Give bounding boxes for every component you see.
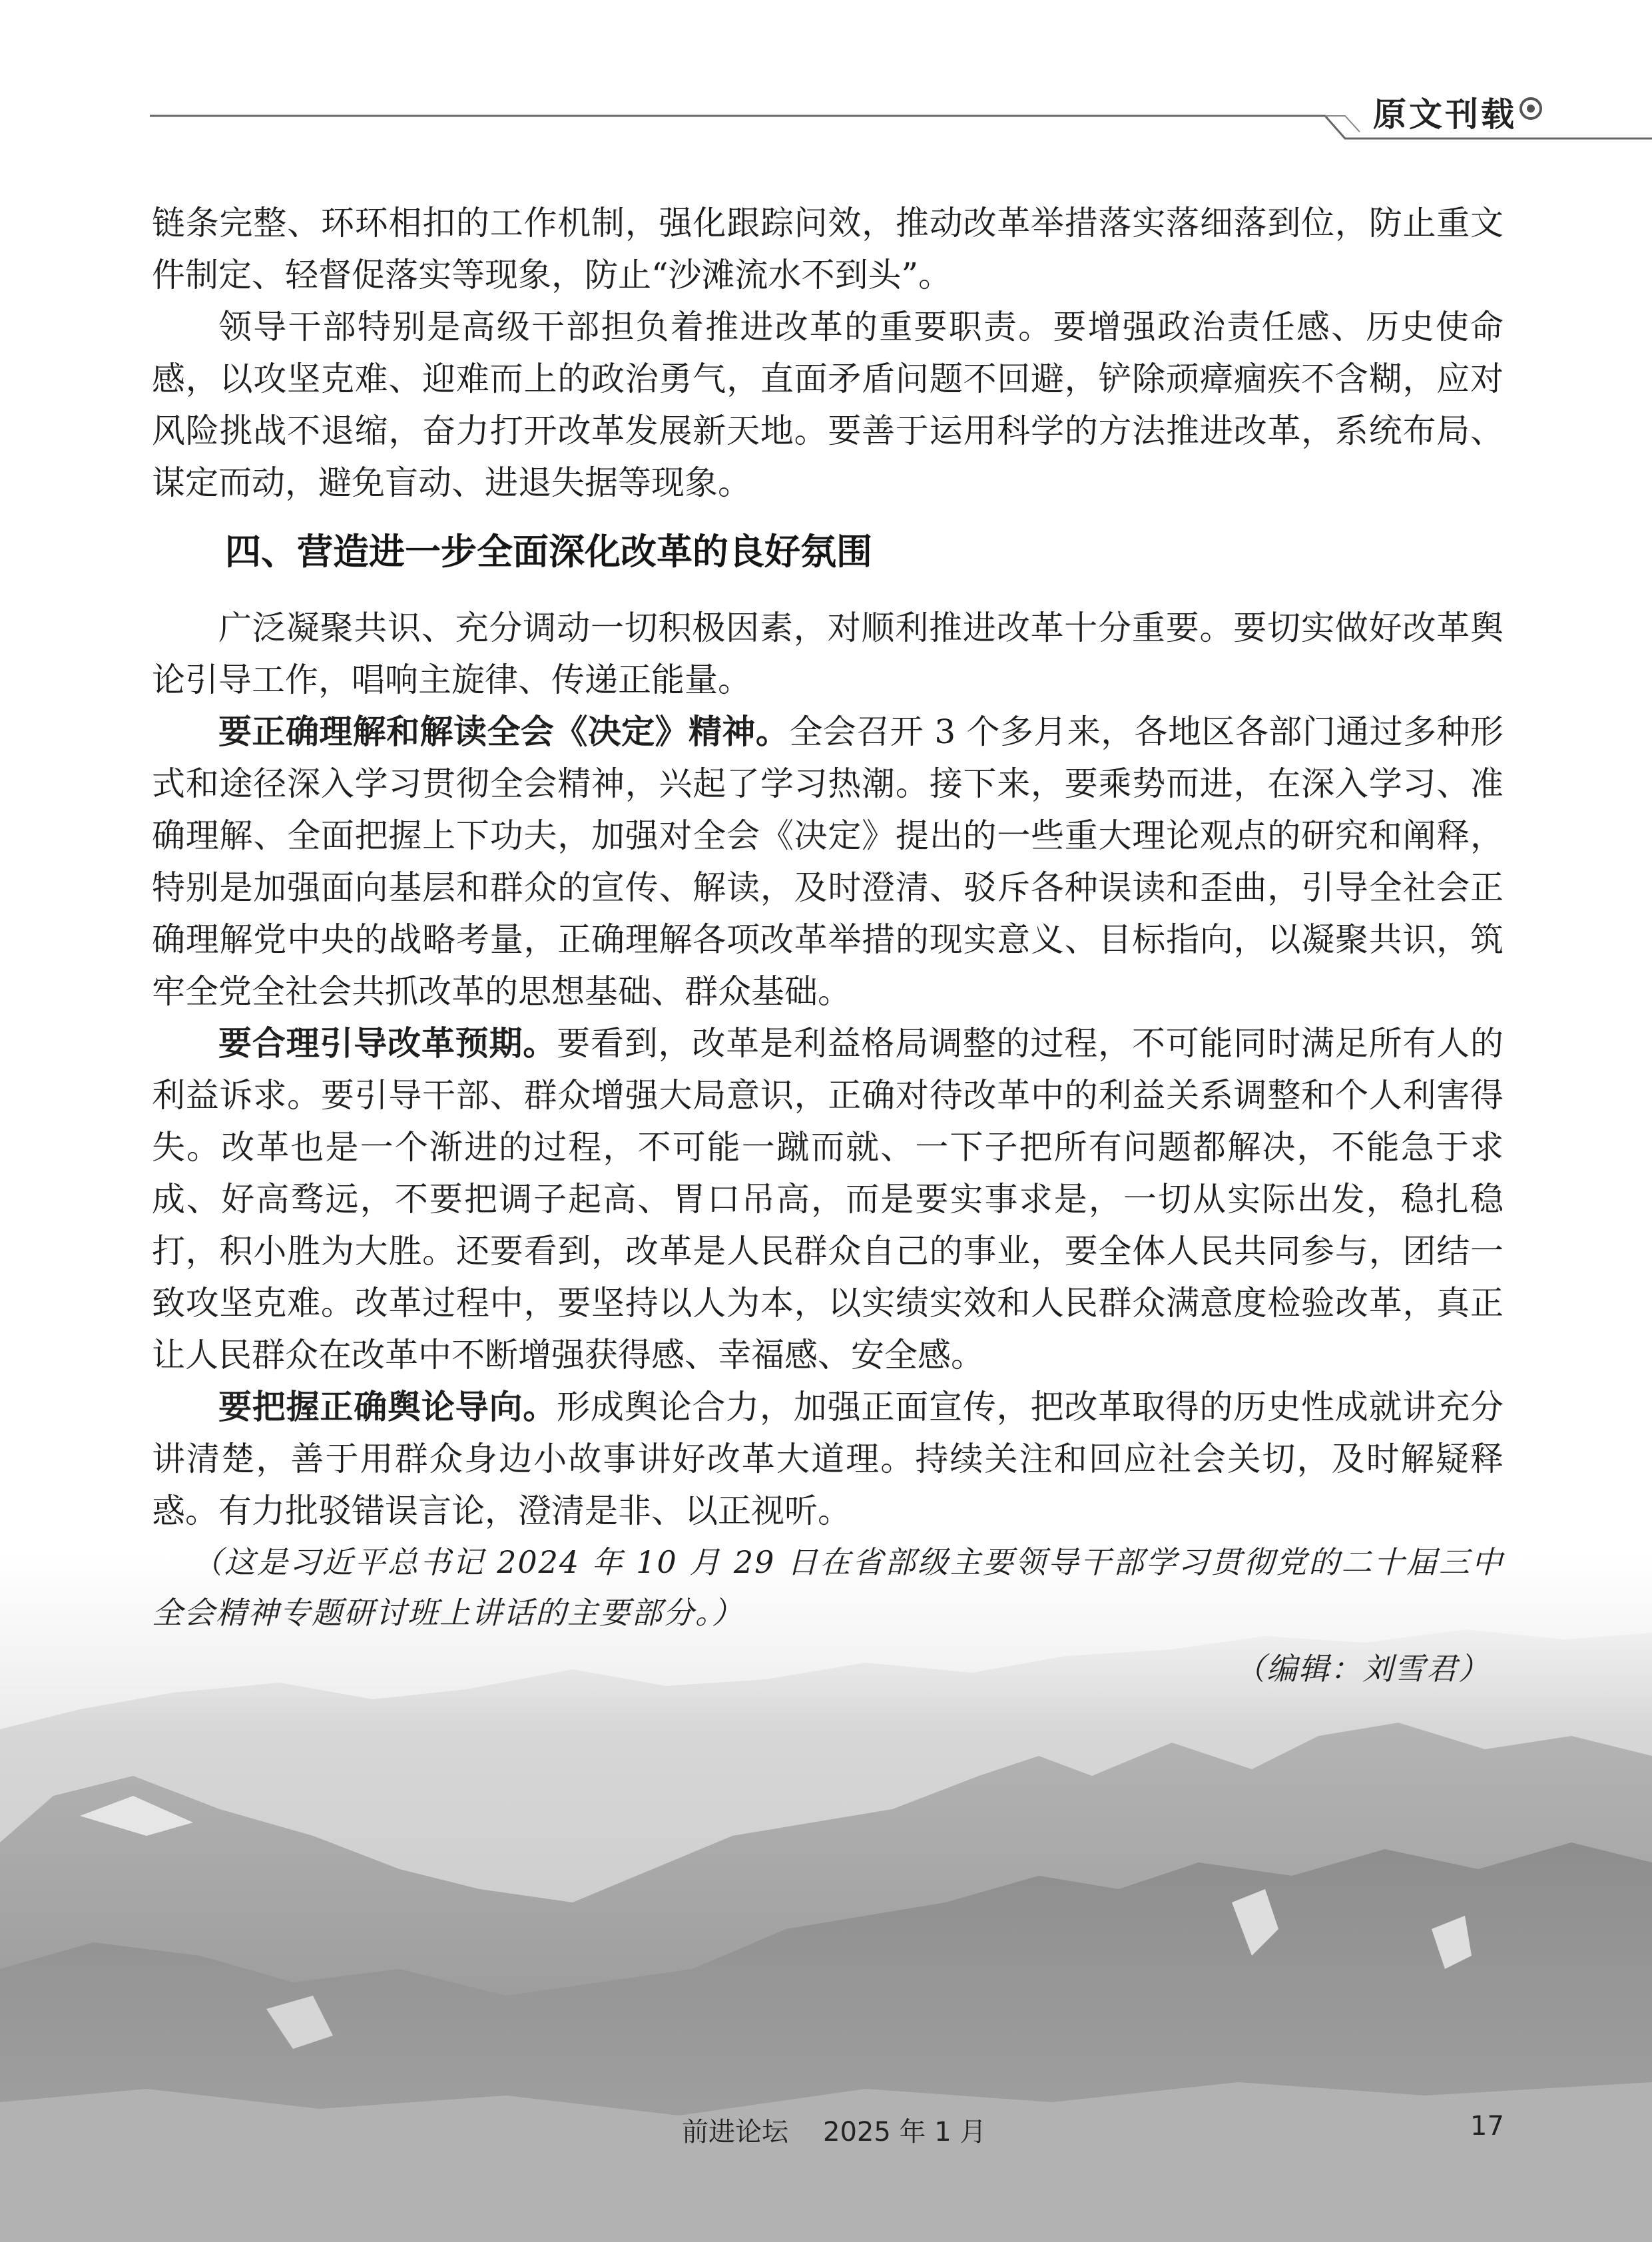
paragraph-lead: 要把握正确舆论导向。: [218, 1388, 557, 1426]
source-note: （这是习近平总书记 2024 年 10 月 29 日在省部级主要领导干部学习贯彻党的二十届三中全会精神专题研讨班上讲话的主要部分。）: [152, 1544, 1504, 1631]
paragraph: [152, 1017, 1504, 1381]
paragraph: [152, 706, 1504, 1017]
paragraph: [152, 301, 1504, 509]
paragraph-text: 链条完整、环环相扣的工作机制，强化跟踪问效，推动改革举措落实落细落到位，防止重文件制定、轻督促落实等现象，防止“沙滩流水不到头”。: [152, 204, 1504, 294]
page-number: 17: [1470, 2111, 1504, 2141]
article-body: [152, 197, 1504, 1694]
paragraph: [152, 602, 1504, 706]
editor-note: （编辑：刘雪君）: [1235, 1651, 1490, 1687]
paragraph-lead: 要合理引导改革预期。: [218, 1024, 557, 1063]
paragraph: [152, 197, 1504, 301]
paragraph-text: 广泛凝聚共识、充分调动一切积极因素，对顺利推进改革十分重要。要切实做好改革舆论引导工作，唱响主旋律、传递正能量。: [152, 609, 1504, 699]
magazine-name: 前进论坛: [682, 2117, 788, 2147]
paragraph-text: 全会召开 3 个多月来，各地区各部门通过多种形式和途径深入学习贯彻全会精神，兴起了学习热潮。接下来，要乘势而进，在深入学习、准确理解、全面把握上下功夫，加强对全会《决定》提出的一些重大理论观点的研究和阐释，特别是加强面向基层和群众的宣传、解读，及时澄清、驳斥各种误读和歪曲，引导全社会正确理解党中央的战略考量，正确理解各项改革举措的现实意义、目标指向，以凝聚共识，筑牢全党全社会共抓改革的思想基础、群众基础。: [152, 712, 1504, 1011]
section-heading: 四、营造进一步全面深化改革的良好氛围: [225, 531, 872, 573]
issue-date: 2025 年 1 月: [823, 2117, 987, 2147]
page-footer: [0, 2111, 1652, 2151]
section-title: 原文刊载: [1373, 95, 1517, 134]
paragraph-text: 形成舆论合力，加强正面宣传，把改革取得的历史性成就讲充分讲清楚，善于用群众身边小故事讲好改革大道理。持续关注和回应社会关切，及时解疑释惑。有力批驳错误言论，澄清是非、以正视听。: [152, 1388, 1504, 1530]
paragraph-lead: 要正确理解和解读全会《决定》精神。: [218, 712, 790, 751]
target-circle-icon: [1519, 97, 1542, 120]
paragraph-text: 领导干部特别是高级干部担负着推进改革的重要职责。要增强政治责任感、历史使命感，以攻坚克难、迎难而上的政治勇气，直面矛盾问题不回避，铲除顽瘴痼疾不含糊，应对风险挑战不退缩，奋力打开改革发展新天地。要善于运用科学的方法推进改革，系统布局、谋定而动，避免盲动、进退失据等现象。: [152, 308, 1504, 502]
paragraph-text: 要看到，改革是利益格局调整的过程，不可能同时满足所有人的利益诉求。要引导干部、群众增强大局意识，正确对待改革中的利益关系调整和个人利害得失。改革也是一个渐进的过程，不可能一蹴而就、一下子把所有问题都解决，不能急于求成、好高骛远，不要把调子起高、胃口吊高，而是要实事求是，一切从实际出发，稳扎稳打，积小胜为大胜。还要看到，改革是人民群众自己的事业，要全体人民共同参与，团结一致攻坚克难。改革过程中，要坚持以人为本，以实绩实效和人民群众满意度检验改革，真正让人民群众在改革中不断增强获得感、幸福感、安全感。: [152, 1024, 1504, 1374]
paragraph: [152, 1381, 1504, 1537]
